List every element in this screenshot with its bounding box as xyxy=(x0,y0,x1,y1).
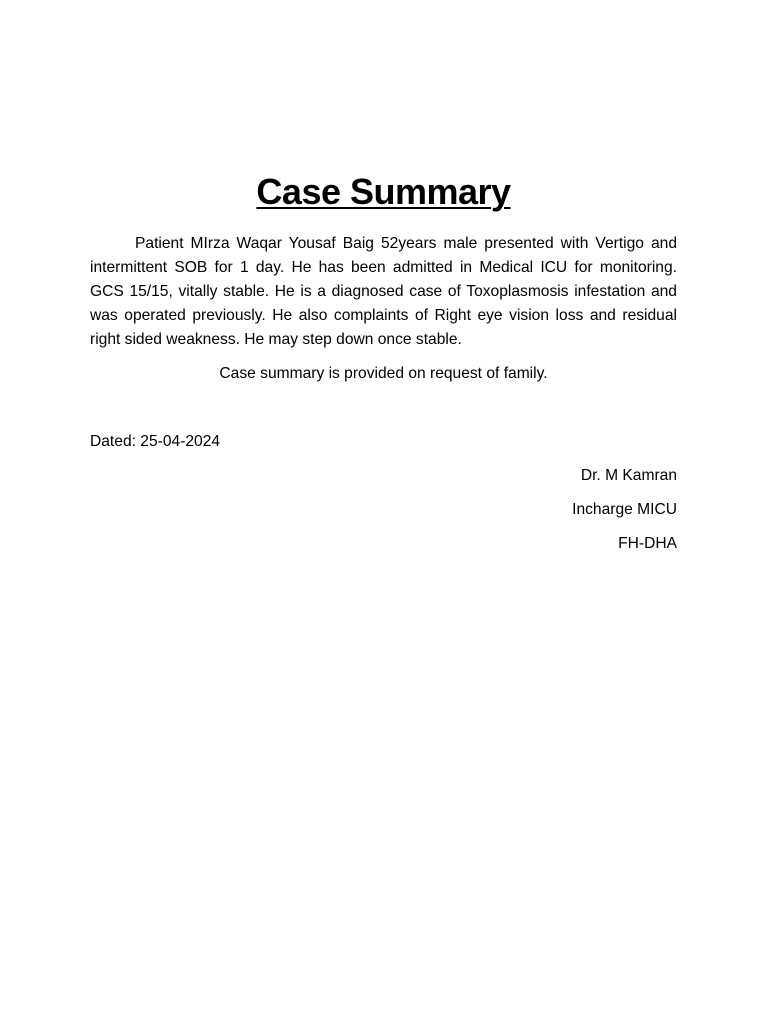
signatory-name: Dr. M Kamran xyxy=(580,467,677,484)
signatory-institution: FH-DHA xyxy=(618,535,677,552)
document-content xyxy=(90,166,677,556)
document-title: Case Summary xyxy=(256,171,511,212)
family-request-note: Case summary is provided on request of family. xyxy=(219,365,548,382)
case-summary-paragraph: Patient MIrza Waqar Yousaf Baig 52years male presented with Vertigo and intermittent SOB for 1 day. He has been admitted in Medical ICU for monitoring. GCS 15/15, vitally stable. He is a diagnosed case of Toxoplasmosis infestation and was operated previously. He also complaints of Right eye vision loss and residual right sided weakness. He may step down once stable. xyxy=(90,235,677,348)
signatory-designation: Incharge MICU xyxy=(572,501,677,518)
date-line: Dated: 25-04-2024 xyxy=(90,433,221,450)
